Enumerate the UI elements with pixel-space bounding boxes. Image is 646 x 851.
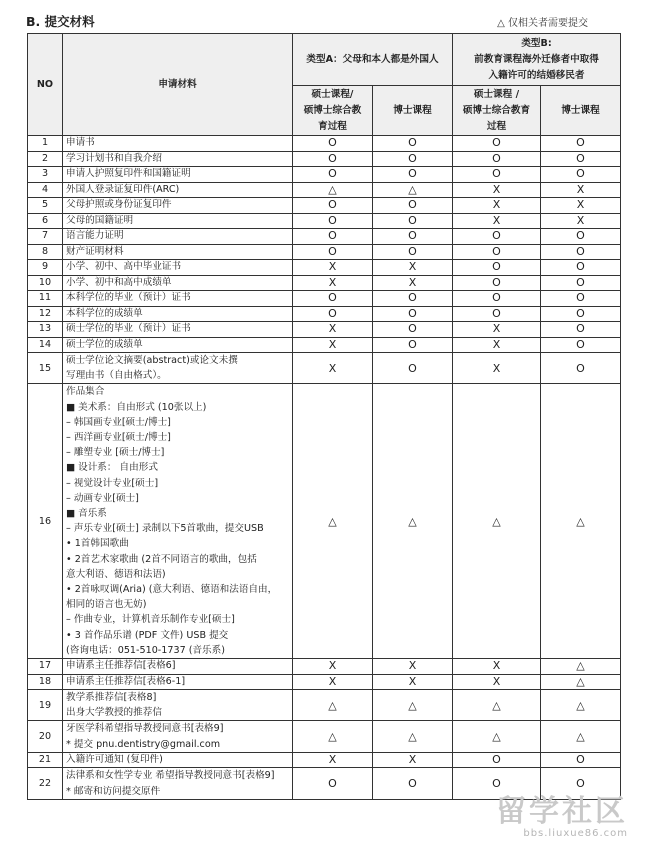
requirement-mark: △ [541, 721, 621, 752]
material-line: 申请书 [66, 137, 95, 149]
material-line: 硕士学位的毕业（预计）证书 [66, 323, 191, 335]
requirement-mark: △ [541, 690, 621, 721]
material-line: 小学、初中和高中成绩单 [66, 276, 172, 288]
row-number: 10 [28, 275, 63, 291]
material-cell [63, 291, 293, 307]
material-line: • 3 首作品乐谱 (PDF 文件) USB 提交 [66, 629, 229, 641]
requirement-mark: O [541, 353, 621, 384]
requirement-mark: O [453, 244, 541, 260]
table-row [28, 690, 621, 721]
requirement-mark: O [293, 213, 373, 229]
header-master-a-line1: 硕士课程/ [311, 88, 354, 100]
table-row [28, 260, 621, 276]
material-cell [63, 768, 293, 799]
material-line: – 韩国画专业[硕士/博士] [66, 416, 171, 428]
requirement-mark: O [541, 768, 621, 799]
material-line: 法律系和女性学专业 希望指导教授同意书[表格9] [66, 770, 275, 782]
row-number: 19 [28, 690, 63, 721]
requirement-mark: O [453, 275, 541, 291]
requirement-mark: O [293, 136, 373, 152]
requirement-mark: △ [453, 690, 541, 721]
requirement-mark: X [541, 182, 621, 198]
material-cell [63, 198, 293, 214]
material-cell [63, 721, 293, 752]
table-row [28, 167, 621, 183]
requirement-mark: O [293, 768, 373, 799]
requirement-mark: X [541, 213, 621, 229]
table-row [28, 322, 621, 338]
material-cell [63, 260, 293, 276]
table-row [28, 337, 621, 353]
header-phd-b: 博士课程 [541, 86, 621, 136]
row-number: 21 [28, 752, 63, 768]
table-row [28, 353, 621, 384]
material-line: – 作曲专业，计算机音乐制作专业[硕士] [66, 614, 235, 626]
material-cell [63, 229, 293, 245]
header-type-b-line3: 入籍许可的结婚移民者 [488, 69, 585, 81]
requirement-mark: X [293, 337, 373, 353]
material-line: ■ 音乐系 [66, 508, 107, 520]
header-type-a: 类型A：父母和本人都是外国人 [293, 34, 453, 86]
header-no: NO [28, 34, 63, 136]
material-line: 本科学位的成绩单 [66, 307, 143, 319]
material-cell [63, 674, 293, 690]
material-line: 语言能力证明 [66, 230, 124, 242]
material-cell [63, 136, 293, 152]
material-line: 学习计划书和自我介绍 [66, 152, 162, 164]
material-line: • 2首咏叹调(Aria) (意大利语、德语和法语自由， [66, 584, 278, 596]
material-line: * 提交 pnu.dentistry@gmail.com [66, 738, 221, 750]
material-line: – 视觉设计专业[硕士] [66, 477, 159, 489]
requirement-mark: X [373, 659, 453, 675]
requirement-mark: △ [293, 721, 373, 752]
requirement-mark: X [373, 752, 453, 768]
row-number: 11 [28, 291, 63, 307]
material-line: 硕士学位的成绩单 [66, 338, 143, 350]
header-type-b-line2: 前教育课程海外迁修者中取得 [474, 53, 599, 65]
site-watermark [496, 796, 628, 839]
material-cell [63, 167, 293, 183]
row-number: 2 [28, 151, 63, 167]
requirement-mark: O [541, 306, 621, 322]
header-phd-a: 博士课程 [373, 86, 453, 136]
requirement-mark: △ [293, 182, 373, 198]
material-line: 入籍许可通知 (复印件) [66, 754, 163, 766]
material-cell [63, 337, 293, 353]
requirement-mark: O [373, 229, 453, 245]
material-line: – 雕塑专业 [硕士/博士] [66, 447, 165, 459]
table-row [28, 752, 621, 768]
table-row [28, 291, 621, 307]
material-cell [63, 690, 293, 721]
header-type-b-line1: 类型B: [521, 37, 552, 49]
requirement-mark: O [453, 752, 541, 768]
material-line: (咨询电话：051-510-1737 (音乐系) [66, 644, 225, 656]
material-cell [63, 151, 293, 167]
material-cell [63, 353, 293, 384]
material-line: 本科学位的毕业（预计）证书 [66, 292, 191, 304]
requirement-mark: O [541, 260, 621, 276]
material-line: 财产证明材料 [66, 245, 124, 257]
watermark-logo-text: 留学社区 [496, 794, 628, 829]
material-cell [63, 752, 293, 768]
row-number: 5 [28, 198, 63, 214]
table-row [28, 151, 621, 167]
requirement-mark: △ [453, 721, 541, 752]
requirement-mark: O [293, 291, 373, 307]
table-row [28, 244, 621, 260]
material-line: 教学系推荐信[表格8] [66, 692, 157, 704]
requirement-mark: X [293, 674, 373, 690]
requirement-mark: X [453, 674, 541, 690]
header-master-b [453, 86, 541, 136]
material-cell [63, 306, 293, 322]
row-number: 17 [28, 659, 63, 675]
requirement-mark: O [373, 353, 453, 384]
table-row [28, 384, 621, 659]
requirement-mark: O [293, 198, 373, 214]
requirement-mark: O [541, 291, 621, 307]
requirement-mark: X [453, 182, 541, 198]
material-line: 作品集合 [66, 386, 105, 398]
table-row [28, 721, 621, 752]
requirement-mark: O [541, 275, 621, 291]
requirement-mark: △ [373, 721, 453, 752]
material-cell [63, 244, 293, 260]
header-master-b-line3: 过程 [486, 120, 507, 132]
requirement-mark: O [373, 306, 453, 322]
requirement-mark: O [541, 151, 621, 167]
material-line: 外国人登录证复印件(ARC) [66, 183, 180, 195]
table-row [28, 213, 621, 229]
table-row [28, 198, 621, 214]
table-row [28, 306, 621, 322]
requirement-mark: X [373, 260, 453, 276]
requirement-mark: O [541, 167, 621, 183]
table-row [28, 229, 621, 245]
requirement-mark: X [293, 275, 373, 291]
material-line: 写理由书（自由格式）。 [66, 370, 167, 382]
row-number: 4 [28, 182, 63, 198]
row-number: 8 [28, 244, 63, 260]
header-master-a-line2: 硕博士综合教 [303, 104, 362, 116]
material-line: 父母护照或身份证复印件 [66, 199, 172, 211]
table-row [28, 182, 621, 198]
material-cell [63, 213, 293, 229]
material-line: • 1首韩国歌曲 [66, 538, 129, 550]
requirement-mark: O [293, 244, 373, 260]
requirement-mark: △ [541, 659, 621, 675]
requirement-mark: X [453, 213, 541, 229]
row-number: 22 [28, 768, 63, 799]
header-master-b-line2: 硕博士综合教育 [462, 104, 531, 116]
watermark-url: bbs.liuxue86.com [523, 828, 628, 839]
row-number: 14 [28, 337, 63, 353]
row-number: 1 [28, 136, 63, 152]
requirement-mark: O [373, 768, 453, 799]
requirement-mark: △ [453, 384, 541, 659]
header-master-a-line3: 育过程 [318, 120, 347, 132]
requirement-mark: X [373, 674, 453, 690]
material-line: 申请人护照复印件和国籍证明 [66, 168, 191, 180]
relevant-only-note: △ 仅相关者需要提交 [497, 18, 588, 29]
requirement-mark: △ [541, 674, 621, 690]
section-title: B. 提交材料 [26, 14, 95, 29]
header-master-b-line1: 硕士课程 / [473, 88, 520, 100]
requirement-mark: X [541, 198, 621, 214]
material-line: 申请系主任推荐信[表格6] [66, 660, 176, 672]
header-material: 申请材料 [63, 34, 293, 136]
requirement-mark: O [373, 291, 453, 307]
requirement-mark: O [453, 768, 541, 799]
material-line: 牙医学科希望指导教授同意书[表格9] [66, 723, 224, 735]
requirement-mark: △ [293, 690, 373, 721]
row-number: 20 [28, 721, 63, 752]
requirement-mark: △ [373, 384, 453, 659]
material-line: 小学、初中、高中毕业证书 [66, 261, 182, 273]
material-line: 硕士学位论文摘要(abstract)或论文未撰 [66, 355, 238, 366]
row-number: 9 [28, 260, 63, 276]
requirement-mark: O [541, 752, 621, 768]
requirement-mark: O [373, 198, 453, 214]
row-number: 13 [28, 322, 63, 338]
row-number: 7 [28, 229, 63, 245]
material-line: 父母的国籍证明 [66, 214, 134, 226]
requirement-mark: X [293, 260, 373, 276]
requirement-mark: X [373, 275, 453, 291]
material-line: – 声乐专业[硕士] 录制以下5首歌曲，提交USB [66, 523, 264, 535]
requirement-mark: X [453, 322, 541, 338]
row-number: 6 [28, 213, 63, 229]
requirement-mark: X [293, 659, 373, 675]
requirement-mark: O [541, 244, 621, 260]
header-type-b [453, 34, 621, 86]
requirement-mark: △ [541, 384, 621, 659]
requirement-mark: O [373, 167, 453, 183]
material-cell [63, 322, 293, 338]
material-cell [63, 182, 293, 198]
requirement-mark: O [541, 229, 621, 245]
material-line: 申请系主任推荐信[表格6-1] [66, 675, 186, 687]
requirement-mark: O [453, 260, 541, 276]
requirement-mark: O [373, 337, 453, 353]
requirement-mark: O [541, 322, 621, 338]
requirement-mark: O [373, 322, 453, 338]
row-number: 12 [28, 306, 63, 322]
row-number: 3 [28, 167, 63, 183]
requirement-mark: △ [373, 182, 453, 198]
table-row [28, 674, 621, 690]
requirement-mark: X [293, 752, 373, 768]
requirement-mark: △ [293, 384, 373, 659]
requirement-mark: X [293, 322, 373, 338]
requirement-mark: O [373, 244, 453, 260]
table-row [28, 659, 621, 675]
requirement-mark: O [453, 136, 541, 152]
requirement-mark: O [293, 229, 373, 245]
requirement-mark: O [373, 136, 453, 152]
row-number: 18 [28, 674, 63, 690]
requirement-mark: O [373, 213, 453, 229]
material-line: – 西洋画专业[硕士/博士] [66, 432, 171, 444]
material-line: 出身大学教授的推荐信 [66, 707, 162, 719]
requirement-mark: △ [373, 690, 453, 721]
materials-table [27, 33, 621, 800]
row-number: 15 [28, 353, 63, 384]
material-cell [63, 659, 293, 675]
material-cell [63, 275, 293, 291]
requirement-mark: X [453, 198, 541, 214]
requirement-mark: O [293, 167, 373, 183]
table-row [28, 275, 621, 291]
requirement-mark: X [453, 659, 541, 675]
header-master-a [293, 86, 373, 136]
material-line: * 邮寄和访问提交原件 [66, 785, 161, 797]
requirement-mark: O [453, 291, 541, 307]
row-number: 16 [28, 384, 63, 659]
requirement-mark: X [293, 353, 373, 384]
material-line: – 动画专业[硕士] [66, 492, 139, 504]
requirement-mark: O [453, 306, 541, 322]
material-line: 相同的语言也无妨) [66, 599, 147, 611]
requirement-mark: O [541, 136, 621, 152]
material-line: ■ 设计系： 自由形式 [66, 462, 158, 474]
requirement-mark: O [453, 229, 541, 245]
material-line: • 2首艺术家歌曲 (2首不同语言的歌曲，包括 [66, 553, 257, 565]
requirement-mark: O [373, 151, 453, 167]
requirement-mark: O [541, 337, 621, 353]
requirement-mark: X [453, 337, 541, 353]
table-row [28, 136, 621, 152]
material-line: ■ 美术系：自由形式 (10张以上) [66, 401, 207, 413]
requirement-mark: X [453, 353, 541, 384]
requirement-mark: O [453, 151, 541, 167]
material-line: 意大利语、德语和法语) [66, 568, 166, 580]
material-cell [63, 384, 293, 659]
requirement-mark: O [293, 151, 373, 167]
requirement-mark: O [293, 306, 373, 322]
requirement-mark: O [453, 167, 541, 183]
